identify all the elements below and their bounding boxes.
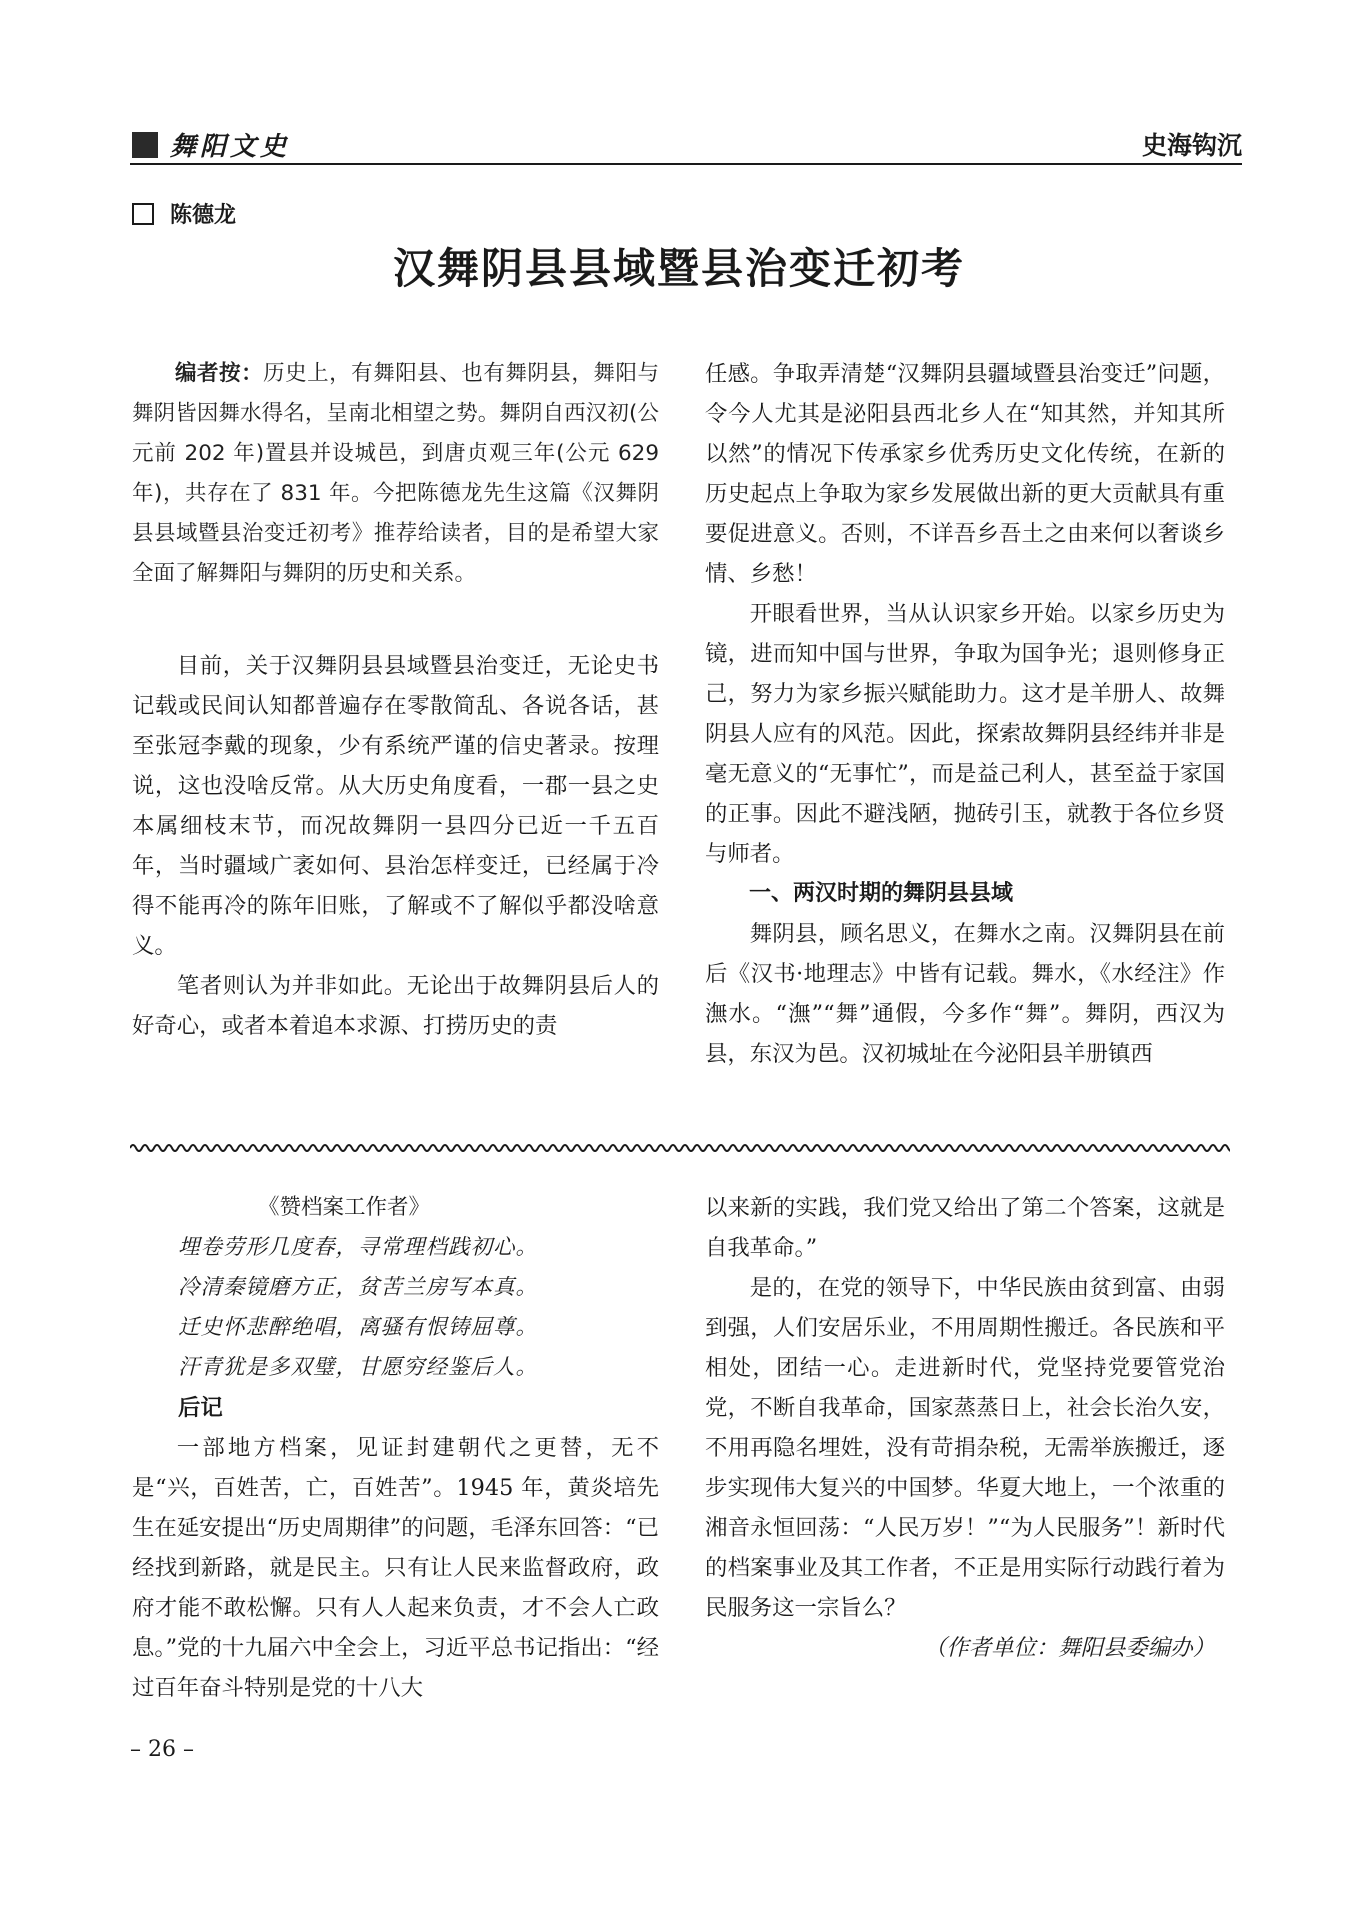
column-bottom-left xyxy=(132,1188,659,1708)
header-rule xyxy=(130,163,1242,165)
column-bottom-right xyxy=(705,1188,1225,1668)
wavy-divider xyxy=(130,1141,1230,1155)
running-header-left xyxy=(132,126,290,163)
body-paragraph-continued: 以来新的实践，我们党又给出了第二个答案，这就是自我革命。” xyxy=(705,1195,1225,1261)
body-paragraph-continued: 任感。争取弄清楚“汉舞阴县疆域暨县治变迁”问题，令今人尤其是泌阳县西北乡人在“知其然，并知其所以然”的情况下传承家乡优秀历史文化传统，在新的历史起点上争取为家乡发展做出新的更大贡献具有重要促进意义。否则，不详吾乡吾土之由来何以奢谈乡情、乡愁！ xyxy=(705,361,1225,587)
editor-note-text: 历史上，有舞阳县、也有舞阴县，舞阳与舞阴皆因舞水得名，呈南北相望之势。舞阴自西汉初(公元前 202 年)置县并设城邑，到唐贞观三年(公元 629 年)，共存在了 831 年。今把陈德龙先生这篇《汉舞阴县县域暨县治变迁初考》推荐给读者，目的是希望大家全面了解舞阳与舞阴的历史和关系。 xyxy=(132,361,659,586)
author-name: 陈德龙 xyxy=(170,203,237,228)
author-box-icon xyxy=(132,203,154,225)
header-square-icon xyxy=(132,132,158,158)
body-paragraph: 开眼看世界，当从认识家乡开始。以家乡历史为镜，进而知中国与世界，争取为国争光；退则修身正己，努力为家乡振兴赋能助力。这才是羊册人、故舞阴县人应有的风范。因此，探索故舞阴县经纬并非是毫无意义的“无事忙”，而是益己利人，甚至益于家国的正事。因此不避浅陋，抛砖引玉，就教于各位乡贤与师者。 xyxy=(705,601,1225,867)
poem-line: 冷清秦镜磨方正，贫苦兰房写本真。 xyxy=(178,1275,539,1300)
poem-title: 《赞档案工作者》 xyxy=(258,1195,431,1220)
body-paragraph: 舞阴县，顾名思义，在舞水之南。汉舞阴县在前后《汉书·地理志》中皆有记载。舞水，《水经注》作潕水。“潕”“舞”通假，今多作“舞”。舞阴，西汉为县，东汉为邑。汉初城址在今泌阳县羊册镇西 xyxy=(705,921,1225,1067)
article-title: 汉舞阴县县域暨县治变迁初考 xyxy=(392,244,965,293)
column-top-right xyxy=(705,354,1225,1074)
body-paragraph: 目前，关于汉舞阴县县域暨县治变迁，无论史书记载或民间认知都普遍存在零散简乱、各说各话，甚至张冠李戴的现象，少有系统严谨的信史著录。按理说，这也没啥反常。从大历史角度看，一郡一县之史本属细枝末节，而况故舞阴一县四分已近一千五百年，当时疆域广袤如何、县治怎样变迁，已经属于冷得不能再冷的陈年旧账，了解或不了解似乎都没啥意义。 xyxy=(132,653,659,959)
body-paragraph: 一部地方档案，见证封建朝代之更替，无不是“兴，百姓苦，亡，百姓苦”。1945 年，黄炎培先生在延安提出“历史周期律”的问题，毛泽东回答：“已经找到新路，就是民主。只有让人民来监督政府，政府才能不敢松懈。只有人人起来负责，才不会人亡政息。”党的十九届六中全会上，习近平总书记指出：“经过百年奋斗特别是党的十八大 xyxy=(132,1435,659,1701)
spacer xyxy=(132,594,659,634)
page-number: – 26 – xyxy=(130,1737,194,1762)
afterword-heading: 后记 xyxy=(178,1395,223,1421)
poem-line: 埋卷劳形几度春，寻常理档践初心。 xyxy=(178,1235,539,1260)
poem-line: 汗青犹是多双璧，甘愿穷经鉴后人。 xyxy=(178,1355,539,1380)
column-top-left xyxy=(132,354,659,1046)
body-paragraph: 是的，在党的领导下，中华民族由贫到富、由弱到强，人们安居乐业，不用周期性搬迁。各民族和平相处，团结一心。走进新时代，党坚持党要管党治党，不断自我革命，国家蒸蒸日上，社会长治久安，不用再隐名埋姓，没有苛捐杂税，无需举族搬迁，逐步实现伟大复兴的中国梦。华夏大地上，一个浓重的湘音永恒回荡：“人民万岁！”“为人民服务”！新时代的档案事业及其工作者，不正是用实际行动践行着为民服务这一宗旨么？ xyxy=(705,1275,1225,1621)
section-name: 史海钩沉 xyxy=(1141,131,1242,160)
editor-note-label: 编者按： xyxy=(175,361,264,386)
poem-line: 迁史怀悲醉绝唱，离骚有恨铸屈尊。 xyxy=(178,1315,539,1340)
author-affiliation: （作者单位：舞阳县委编办） xyxy=(923,1635,1215,1661)
magazine-name: 舞阳文史 xyxy=(170,132,291,162)
body-paragraph: 笔者则认为并非如此。无论出于故舞阴县后人的好奇心，或者本着追本求源、打捞历史的责 xyxy=(132,973,659,1039)
section-heading: 一、两汉时期的舞阴县县域 xyxy=(749,881,1014,906)
spacer xyxy=(132,634,659,646)
editor-note xyxy=(132,354,659,594)
author-line xyxy=(132,198,236,229)
